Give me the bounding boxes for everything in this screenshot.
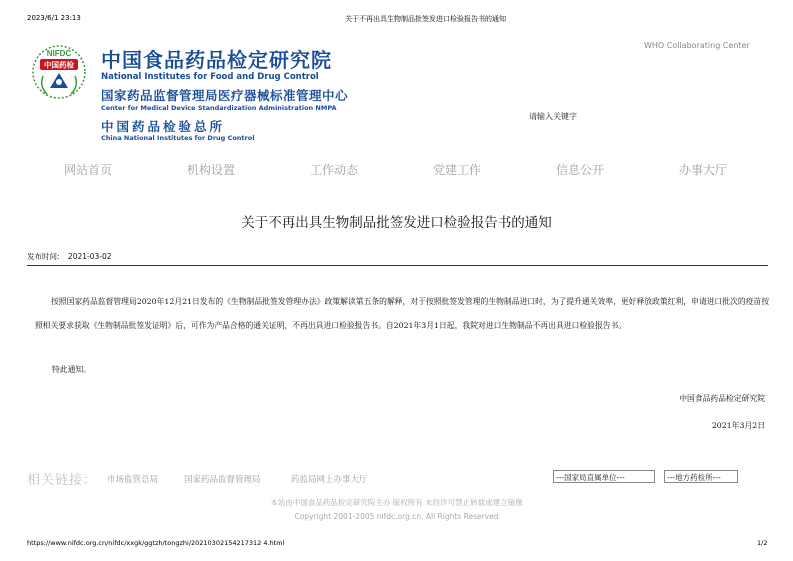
nav-item-services[interactable]: 办事大厅 xyxy=(679,163,728,177)
publish-date-row xyxy=(27,251,112,262)
logo-center-text: 中国药检 xyxy=(44,60,74,70)
title-divider xyxy=(27,265,768,266)
search-input[interactable]: 请输入关键字 xyxy=(529,112,577,121)
nav-item-news[interactable]: 工作动态 xyxy=(310,163,359,177)
nav-item-home[interactable]: 网站首页 xyxy=(64,163,113,177)
article-signature: 中国食品药品检定研究院 xyxy=(679,394,765,403)
print-page-number: 1/2 xyxy=(757,539,768,547)
who-collaborating-link[interactable]: WHO Collaborating Center xyxy=(644,41,750,50)
cmde-name-cn: 国家药品监督管理局医疗器械标准管理中心 xyxy=(101,88,349,103)
print-page-title: 关于不再出具生物制品批签发进口检验报告书的通知 xyxy=(345,15,506,23)
footer-copyright-en: Copyright 2001-2005 nifdc.org.cn. All Rights Reserved xyxy=(294,512,499,521)
article-closing: 特此通知。 xyxy=(52,365,91,374)
publish-date-label: 发布时间: xyxy=(27,252,60,261)
nicpbp-name-en: China National Institutes for Drug Control xyxy=(101,134,255,142)
article-title: 关于不再出具生物制品批签发进口检验报告书的通知 xyxy=(241,215,552,231)
footer-copyright-cn: 本站由中国食品药品检定研究院主办 版权所有 未经许可禁止转载或建立镜像 xyxy=(270,498,523,507)
related-link-nmpa[interactable]: 国家药品监督管理局 xyxy=(184,475,261,485)
nav-item-organization[interactable]: 机构设置 xyxy=(187,163,236,177)
nav-item-party[interactable]: 党建工作 xyxy=(433,163,482,177)
org-name-cn: 中国食品药品检定研究院 xyxy=(101,48,332,72)
nav-item-disclosure[interactable]: 信息公开 xyxy=(556,163,605,177)
print-url: https://www.nifdc.org.cn/nifdc/xxgk/ggtzh/tongzhi/20210302154217312 4.html xyxy=(27,539,285,547)
logo-ring-text: NIFDC xyxy=(46,49,72,58)
nifdc-logo[interactable] xyxy=(30,44,88,100)
publish-date: 2021-03-02 xyxy=(67,252,112,261)
article-sign-date: 2021年3月2日 xyxy=(711,421,765,430)
nicpbp-name-cn: 中国药品检验总所 xyxy=(101,119,226,134)
related-link-samr[interactable]: 市场监管总局 xyxy=(107,475,159,485)
print-datetime: 2023/6/1 23:13 xyxy=(27,14,81,22)
related-link-online-services[interactable]: 药监局网上办事大厅 xyxy=(291,475,368,485)
cmde-name-en: Center for Medical Device Standardization Administration NMPA xyxy=(101,104,337,112)
org-name-en: National Institutes for Food and Drug Control xyxy=(101,72,319,82)
local-institutes-select[interactable]: ---地方药检所--- xyxy=(664,470,738,483)
article-paragraph: 按照国家药品监督管理局2020年12月21日发布的《生物制品批签发管理办法》政策解读第五条的解释，对于按照批签发管理的生物制品进口时，为了提升通关效率，更好释放政策红利，申请进口批次的疫苗按照相关要求获取《生物制品批签发证明》后，可作为产品合格的通关证明，不再出具进口检验报告书。自2021年3月1日起，我院对进口生物制品不再出具进口检验报告书。 xyxy=(35,297,770,330)
direct-units-select[interactable]: ---国家局直属单位--- xyxy=(553,470,655,483)
related-links-label: 相关链接： xyxy=(27,473,98,488)
